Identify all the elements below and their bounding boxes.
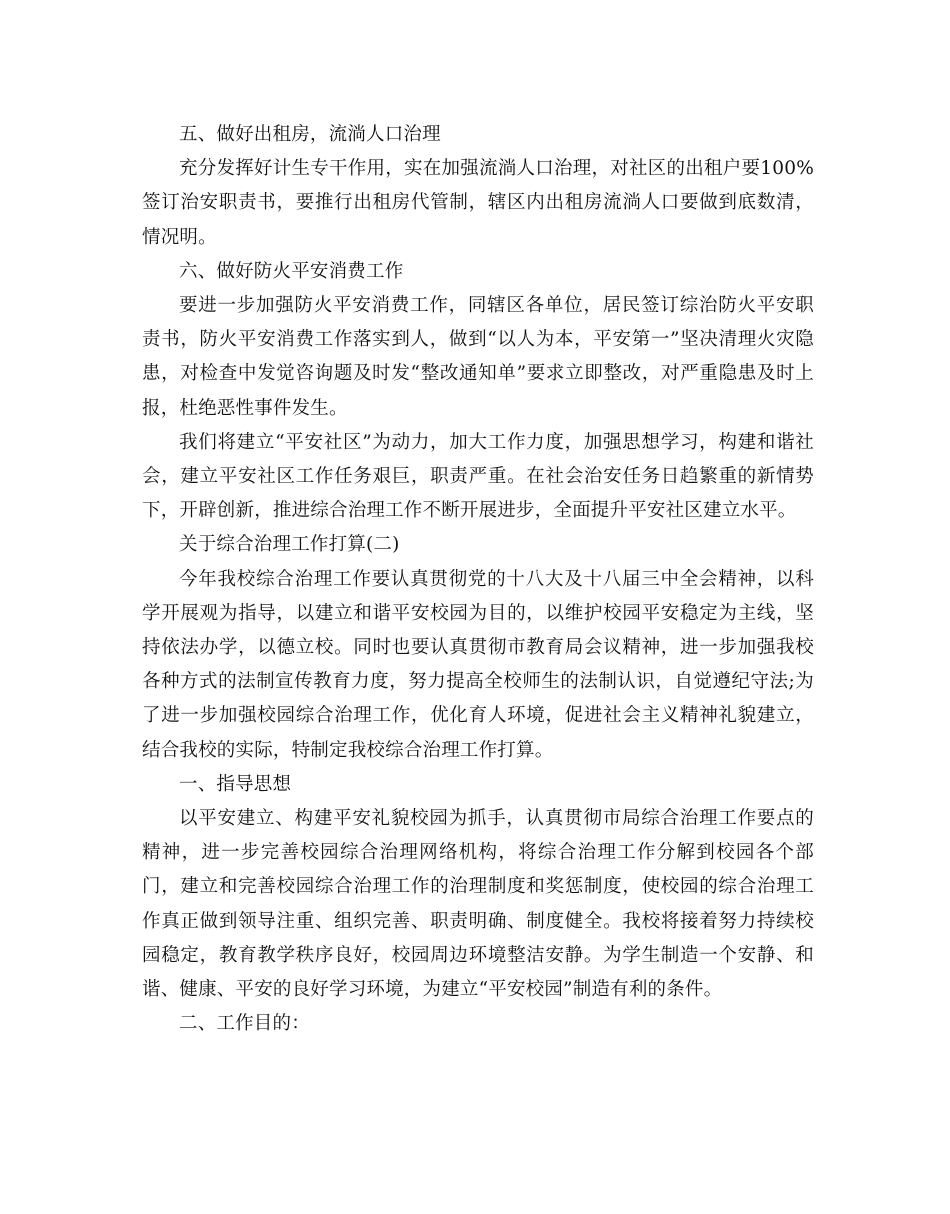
section-heading-fire-safety: 六、做好防火平安消费工作 <box>179 260 404 282</box>
document-subtitle-plan-two: 关于综合治理工作打算(二) <box>179 534 400 556</box>
section-heading-guiding-ideology: 一、指导思想 <box>179 773 292 795</box>
section-heading-work-goals: 二、工作目的： <box>179 1013 310 1035</box>
paragraph-safe-community: 我们将建立“平安社区”为动力，加大工作力度，加强思想学习，构建和谐社会，建立平安社区工作任务艰巨，职责严重。在社会治安任务日趋繁重的新情势下，开辟创新，推进综合治理工作不断开展进步，全面提升平安社区建立水平。 <box>142 431 814 522</box>
section-heading-rental-housing: 五、做好出租房，流淌人口治理 <box>179 124 441 145</box>
paragraph-school-plan-intro: 今年我校综合治理工作要认真贯彻党的十八大及十八届三中全会精神，以科学开展观为指导，以建立和谐平安校园为目的，以维护校园平安稳定为主线，坚持依法办学，以德立校。同时也要认真贯彻市教育局会议精神，进一步加强我校各种方式的法制宣传教育力度，努力提高全校师生的法制认识，自觉遵纪守法;为了进一步加强校园综合治理工作，优化育人环境，促进社会主义精神礼貌建立，结合我校的实际，特制定我校综合治理工作打算。 <box>142 568 814 761</box>
paragraph-rental-housing: 充分发挥好计生专干作用，实在加强流淌人口治理，对社区的出租户要100%签订治安职责书，要推行出租房代管制，辖区内出租房流淌人口要做到底数清，情况明。 <box>142 158 814 248</box>
document-body <box>142 118 814 1041</box>
paragraph-guiding-ideology: 以平安建立、构建平安礼貌校园为抓手，认真贯彻市局综合治理工作要点的精神，进一步完善校园综合治理网络机构，将综合治理工作分解到校园各个部门，建立和完善校园综合治理工作的治理制度和奖惩制度，使校园的综合治理工作真正做到领导注重、组织完善、职责明确、制度健全。我校将接着努力持续校园稳定，教育教学秩序良好，校园周边环境整洁安静。为学生制造一个安静、和谐、健康、平安的良好学习环境，为建立“平安校园”制造有利的条件。 <box>142 808 814 1001</box>
paragraph-fire-safety: 要进一步加强防火平安消费工作，同辖区各单位，居民签订综治防火平安职责书，防火平安消费工作落实到人，做到“以人为本，平安第一”坚决清理火灾隐患，对检查中发觉咨询题及时发“整改通知单”要求立即整改，对严重隐患及时上报，杜绝恶性事件发生。 <box>142 295 814 419</box>
